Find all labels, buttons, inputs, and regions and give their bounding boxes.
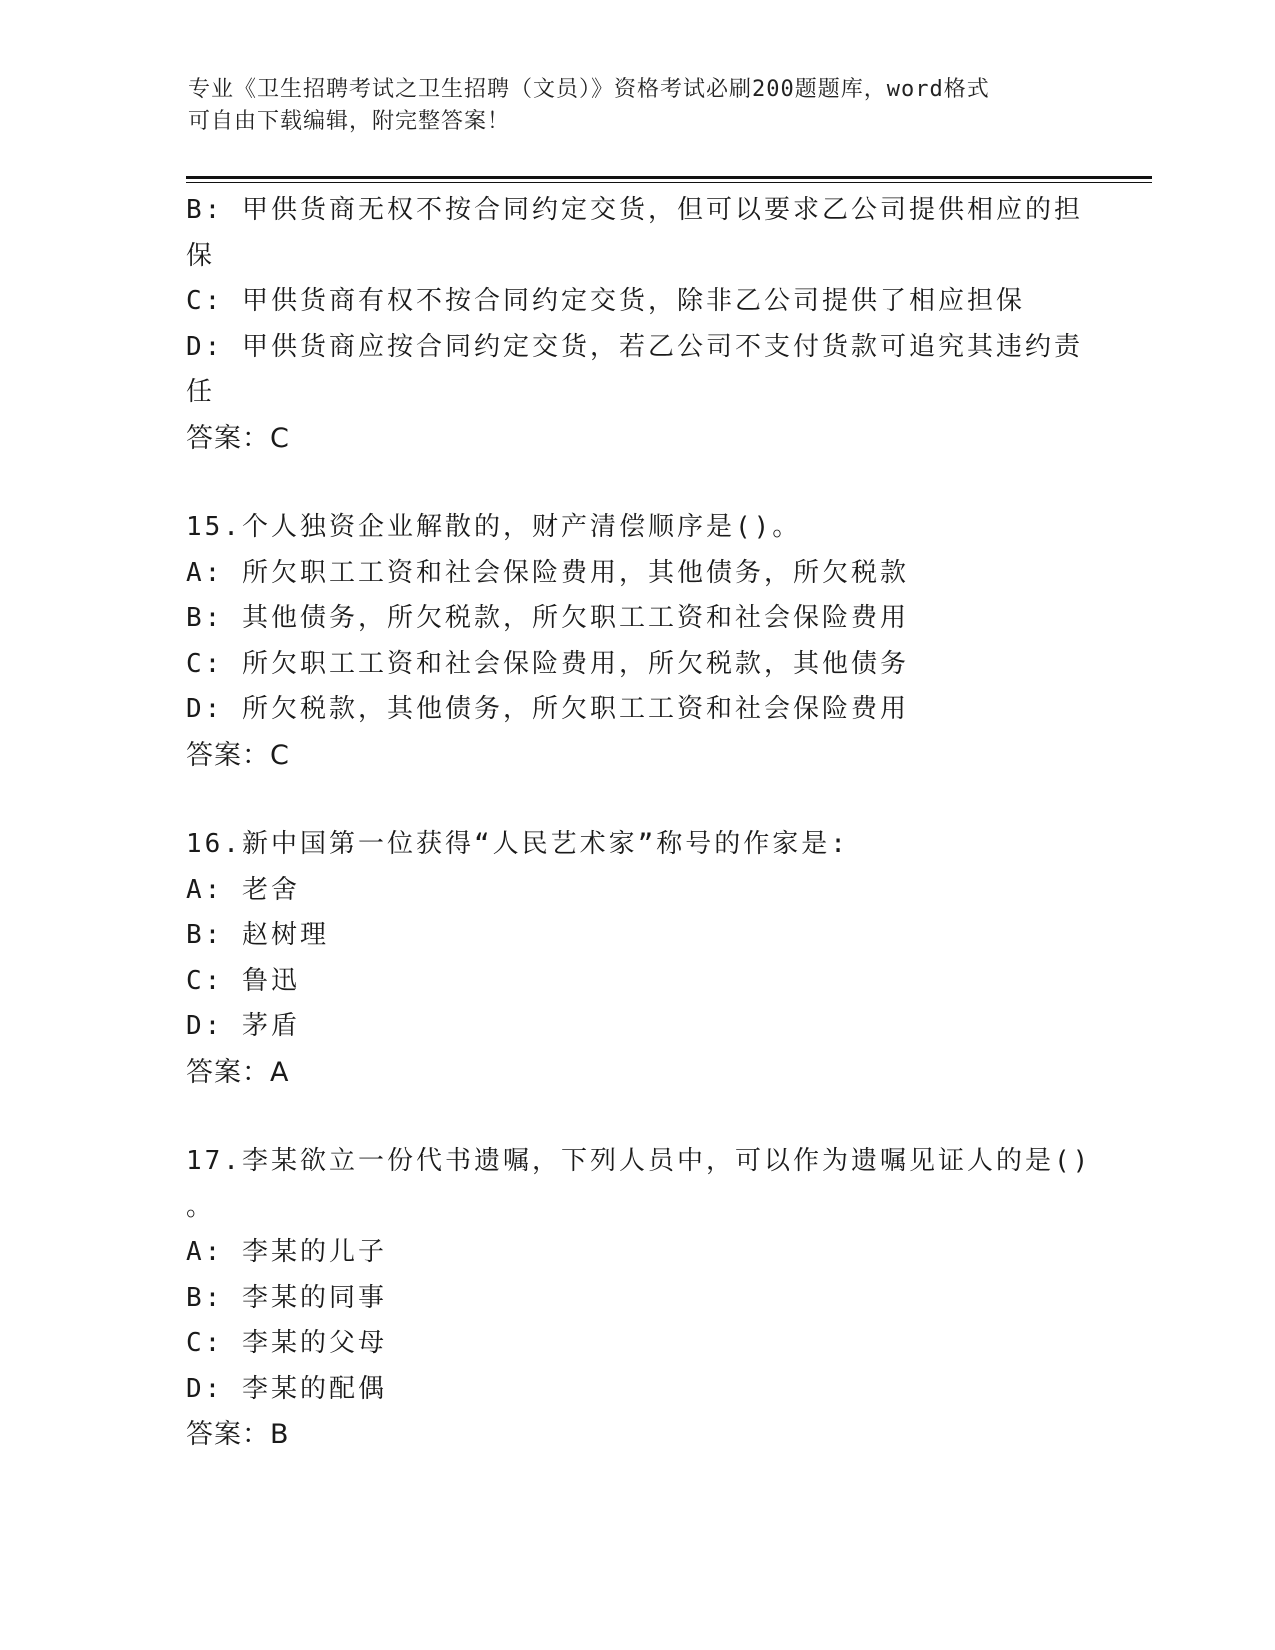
option-c: C: 李某的父母 xyxy=(186,1328,387,1358)
option-d-continued: 任 xyxy=(186,377,216,407)
spacer xyxy=(186,1095,1086,1139)
question-block-15 xyxy=(186,505,1086,778)
answer: 答案：B xyxy=(186,1419,290,1450)
option-a: A: 老舍 xyxy=(186,874,300,905)
question-stem: 17.李某欲立一份代书遗嘱，下列人员中，可以作为遗嘱见证人的是() xyxy=(186,1146,1092,1176)
option-c: C: 所欠职工工资和社会保险费用，所欠税款，其他债务 xyxy=(186,648,909,679)
option-d: D: 所欠税款，其他债务，所欠职工工资和社会保险费用 xyxy=(186,694,909,724)
option-a: A: 所欠职工工资和社会保险费用，其他债务，所欠税款 xyxy=(186,557,909,588)
spacer xyxy=(186,778,1086,822)
document-header xyxy=(188,74,1068,138)
question-block-16 xyxy=(186,822,1086,1095)
option-b-continued: 保 xyxy=(186,240,216,271)
option-d: D: 甲供货商应按合同约定交货，若乙公司不支付货款可追究其违约责 xyxy=(186,331,1083,362)
option-c: C: 甲供货商有权不按合同约定交货，除非乙公司提供了相应担保 xyxy=(186,286,1025,316)
header-line-2: 可自由下载编辑，附完整答案！ xyxy=(188,109,511,134)
question-stem: 15.个人独资企业解散的，财产清偿顺序是()。 xyxy=(186,512,802,542)
answer: 答案：C xyxy=(186,739,290,771)
option-b: B: 甲供货商无权不按合同约定交货，但可以要求乙公司提供相应的担 xyxy=(186,195,1083,225)
option-b: B: 赵树理 xyxy=(186,920,329,950)
header-divider-thick xyxy=(186,176,1152,179)
answer: 答案：A xyxy=(186,1056,290,1088)
option-b: B: 李某的同事 xyxy=(186,1282,387,1313)
answer: 答案：C xyxy=(186,422,290,454)
question-list xyxy=(186,188,1092,1458)
option-b: B: 其他债务，所欠税款，所欠职工工资和社会保险费用 xyxy=(186,603,909,633)
option-d: D: 茅盾 xyxy=(186,1011,300,1041)
question-stem: 16.新中国第一位获得“人民艺术家”称号的作家是: xyxy=(186,829,849,859)
option-d: D: 李某的配偶 xyxy=(186,1373,387,1404)
header-line-1: 专业《卫生招聘考试之卫生招聘（文员）》资格考试必刷200题题库，word格式 xyxy=(188,77,990,102)
spacer xyxy=(186,461,1086,505)
question-stem-continued: 。 xyxy=(186,1191,216,1222)
question-block-prev xyxy=(186,188,1086,461)
option-a: A: 李某的儿子 xyxy=(186,1237,387,1267)
header-divider-thin xyxy=(186,182,1152,183)
question-block-17 xyxy=(186,1139,1092,1458)
option-c: C: 鲁迅 xyxy=(186,965,300,996)
